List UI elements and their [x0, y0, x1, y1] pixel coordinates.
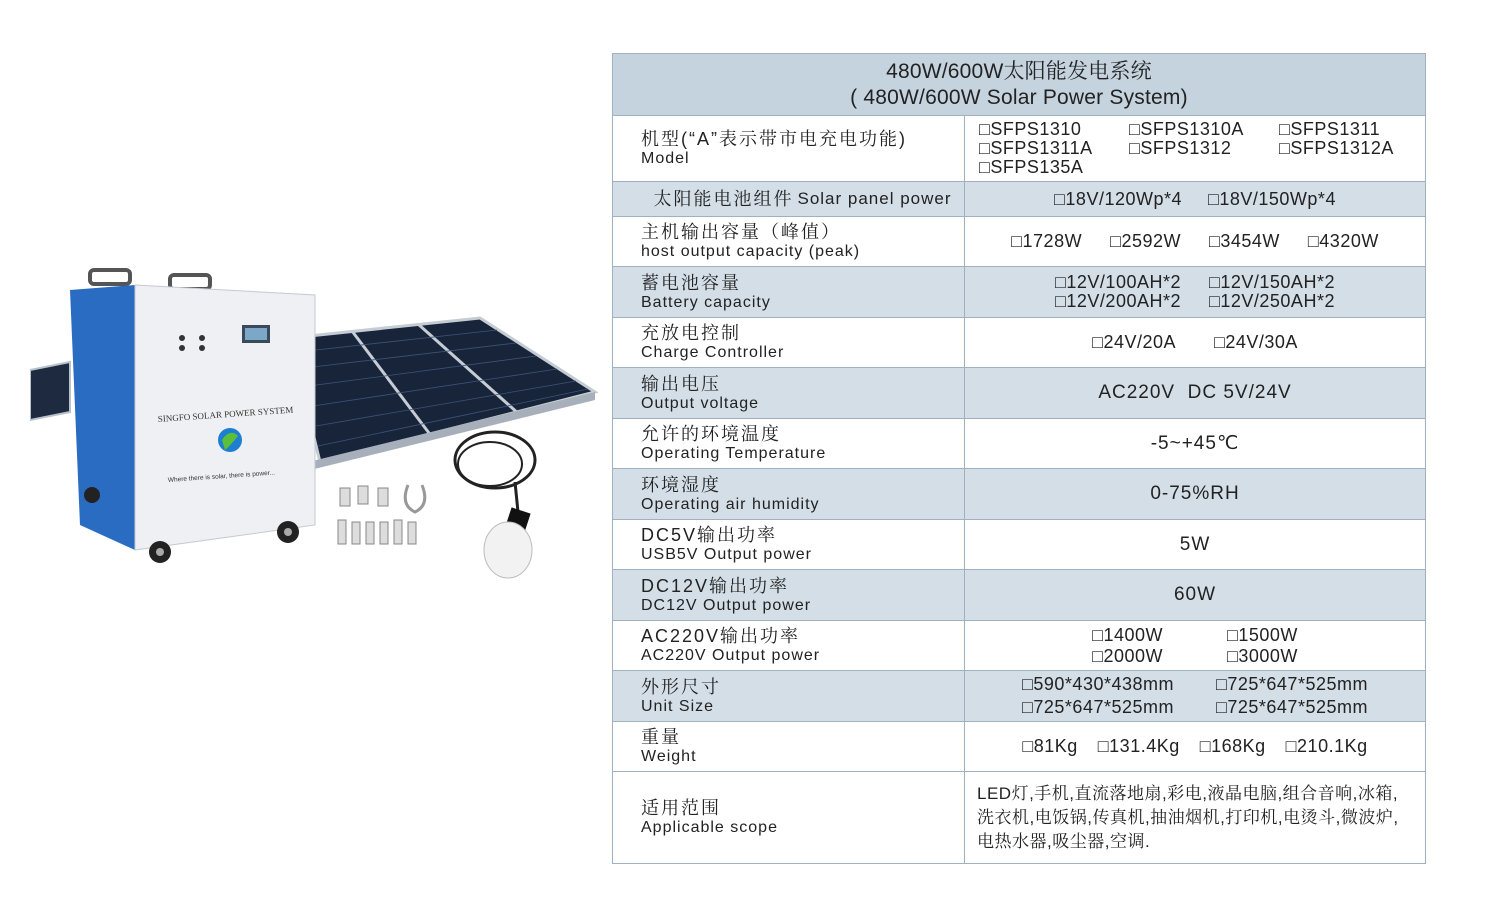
option-checkbox[interactable]: □ 3454W [1209, 232, 1280, 251]
row-label [613, 520, 965, 569]
row-value [965, 671, 1425, 721]
option-checkbox[interactable]: □ 131.4Kg [1098, 737, 1180, 756]
cable-and-bulb [455, 432, 535, 578]
option-checkbox[interactable]: □ 3000W [1227, 646, 1298, 667]
option-checkbox[interactable]: □ 24V/30A [1214, 333, 1298, 352]
table-row-battery [613, 267, 1425, 318]
row-label [613, 217, 965, 266]
option-checkbox[interactable]: □ 1400W [1092, 625, 1163, 646]
table-row-humidity [613, 469, 1425, 520]
label-en: USB5V Output power [641, 546, 812, 563]
label-zh: 蓄电池容量 [641, 272, 741, 293]
option-checkbox[interactable]: □ 81Kg [1022, 737, 1077, 756]
table-row-solar-panel [613, 182, 1425, 217]
option-checkbox[interactable]: □ SFPS1312 [1129, 139, 1279, 158]
row-value [965, 116, 1425, 181]
row-value [965, 318, 1425, 367]
option-checkbox[interactable]: □ 1500W [1227, 625, 1298, 646]
label-en: Operating Temperature [641, 445, 827, 462]
label-zh: 适用范围 [641, 798, 721, 818]
slogan-text: Where there is solar, there is power... [167, 469, 276, 484]
row-label [613, 570, 965, 620]
label-zh: 环境湿度 [641, 474, 721, 495]
label-zh: DC12V输出功率 [641, 575, 790, 596]
option-checkbox[interactable]: □ 2000W [1092, 646, 1163, 667]
row-label [613, 116, 965, 181]
option-checkbox[interactable]: □ 4320W [1308, 232, 1379, 251]
label-en: Output voltage [641, 394, 760, 412]
option-checkbox[interactable]: □ SFPS1310A [1129, 120, 1279, 139]
table-header [613, 54, 1425, 116]
row-value: 0-75%RH [1150, 483, 1240, 504]
table-row-weight [613, 722, 1425, 772]
label-en: DC12V Output power [641, 596, 812, 614]
option-checkbox[interactable]: □ 12V/250AH*2 [1209, 292, 1335, 311]
row-label [613, 671, 965, 721]
option-checkbox[interactable]: □ 2592W [1110, 232, 1181, 251]
row-value: 5W [1179, 533, 1211, 555]
table-row-output-voltage [613, 368, 1425, 419]
table-row-ac220v [613, 621, 1425, 671]
row-label [613, 182, 965, 216]
option-checkbox[interactable]: □ 168Kg [1200, 737, 1266, 756]
label-en: host output capacity (peak) [641, 243, 861, 260]
label-en: Weight [641, 748, 697, 765]
option-checkbox[interactable]: □ 1728W [1011, 232, 1082, 251]
spec-table [612, 53, 1426, 864]
option-checkbox[interactable]: □ 24V/20A [1092, 333, 1176, 352]
label-zh: 输出电压 [641, 373, 721, 394]
table-row-dc5v [613, 520, 1425, 570]
row-value: LED灯,手机,直流落地扇,彩电,液晶电脑,组合音响,冰箱,洗衣机,电饭锅,传真机,抽油烟机,打印机,电烫斗,微波炉,电热水器,吸尘器,空调. [977, 783, 1399, 851]
row-label [613, 419, 965, 468]
row-value [965, 182, 1425, 216]
label-zh: 允许的环境温度 [641, 424, 781, 444]
option-checkbox[interactable]: □ 725*647*525mm [1022, 696, 1174, 719]
row-label [613, 318, 965, 367]
row-label [613, 772, 965, 863]
option-checkbox[interactable]: □ 12V/100AH*2 [1055, 273, 1181, 292]
label-en: Unit Size [641, 697, 715, 715]
option-checkbox[interactable]: □ 210.1Kg [1286, 737, 1368, 756]
option-checkbox[interactable]: □ 18V/150Wp*4 [1208, 190, 1336, 209]
row-value [965, 217, 1425, 266]
label-en: Battery capacity [641, 293, 771, 311]
label-zh: DC5V输出功率 [641, 525, 778, 545]
row-value [965, 722, 1425, 771]
table-title-en: ( 480W/600W Solar Power System) [850, 85, 1188, 109]
table-row-model [613, 116, 1425, 182]
table-row-charge-controller [613, 318, 1425, 368]
table-row-host-output [613, 217, 1425, 267]
option-checkbox[interactable]: □ 12V/200AH*2 [1055, 292, 1181, 311]
brand-text: SINGFO SOLAR POWER SYSTEM [157, 404, 294, 424]
label-zh: 重量 [641, 727, 681, 747]
product-illustration [30, 250, 610, 590]
row-label [613, 621, 965, 670]
row-label [613, 469, 965, 519]
option-checkbox[interactable]: □ SFPS1311 [1279, 120, 1419, 139]
label-zh: 太阳能电池组件 [653, 189, 794, 209]
row-value: AC220V DC 5V/24V [1098, 382, 1292, 403]
row-value [965, 621, 1425, 670]
option-checkbox[interactable]: □ 12V/150AH*2 [1209, 273, 1335, 292]
option-checkbox[interactable]: □ SFPS1311A [979, 139, 1129, 158]
option-checkbox[interactable]: □ 725*647*525mm [1216, 673, 1368, 696]
label-en: Applicable scope [641, 819, 778, 836]
label-en: Operating air humidity [641, 495, 820, 513]
row-label [613, 722, 965, 771]
option-checkbox[interactable]: □ SFPS1312A [1279, 139, 1419, 158]
label-zh: 外形尺寸 [641, 676, 721, 697]
row-value: -5~+45℃ [1150, 433, 1240, 454]
label-zh: AC220V输出功率 [641, 626, 801, 646]
table-title-zh: 480W/600W太阳能发电系统 [886, 59, 1152, 83]
row-label [613, 368, 965, 418]
power-cabinet [70, 270, 315, 563]
label-zh: 充放电控制 [641, 323, 741, 343]
option-checkbox[interactable]: □ 590*430*438mm [1022, 673, 1174, 696]
option-checkbox[interactable]: □ 725*647*525mm [1216, 696, 1368, 719]
row-label [613, 267, 965, 317]
usb-adapters [338, 485, 425, 544]
label-en: Model [641, 150, 690, 167]
label-zh: 主机输出容量（峰值） [641, 222, 841, 242]
row-value: 60W [1173, 584, 1217, 605]
label-en: AC220V Output power [641, 647, 821, 664]
table-row-unit-size [613, 671, 1425, 722]
label-en: Solar panel power [797, 189, 952, 208]
label-en: Charge Controller [641, 344, 785, 361]
label-zh: 机型(“A”表示带市电充电功能) [641, 129, 907, 149]
option-checkbox[interactable]: □ SFPS1310 [979, 120, 1129, 139]
option-checkbox[interactable]: □ SFPS135A [979, 158, 1129, 177]
table-row-applicable-scope [613, 772, 1425, 863]
option-checkbox[interactable]: □ 18V/120Wp*4 [1054, 190, 1182, 209]
table-row-dc12v [613, 570, 1425, 621]
row-value [965, 267, 1425, 317]
table-row-temperature [613, 419, 1425, 469]
